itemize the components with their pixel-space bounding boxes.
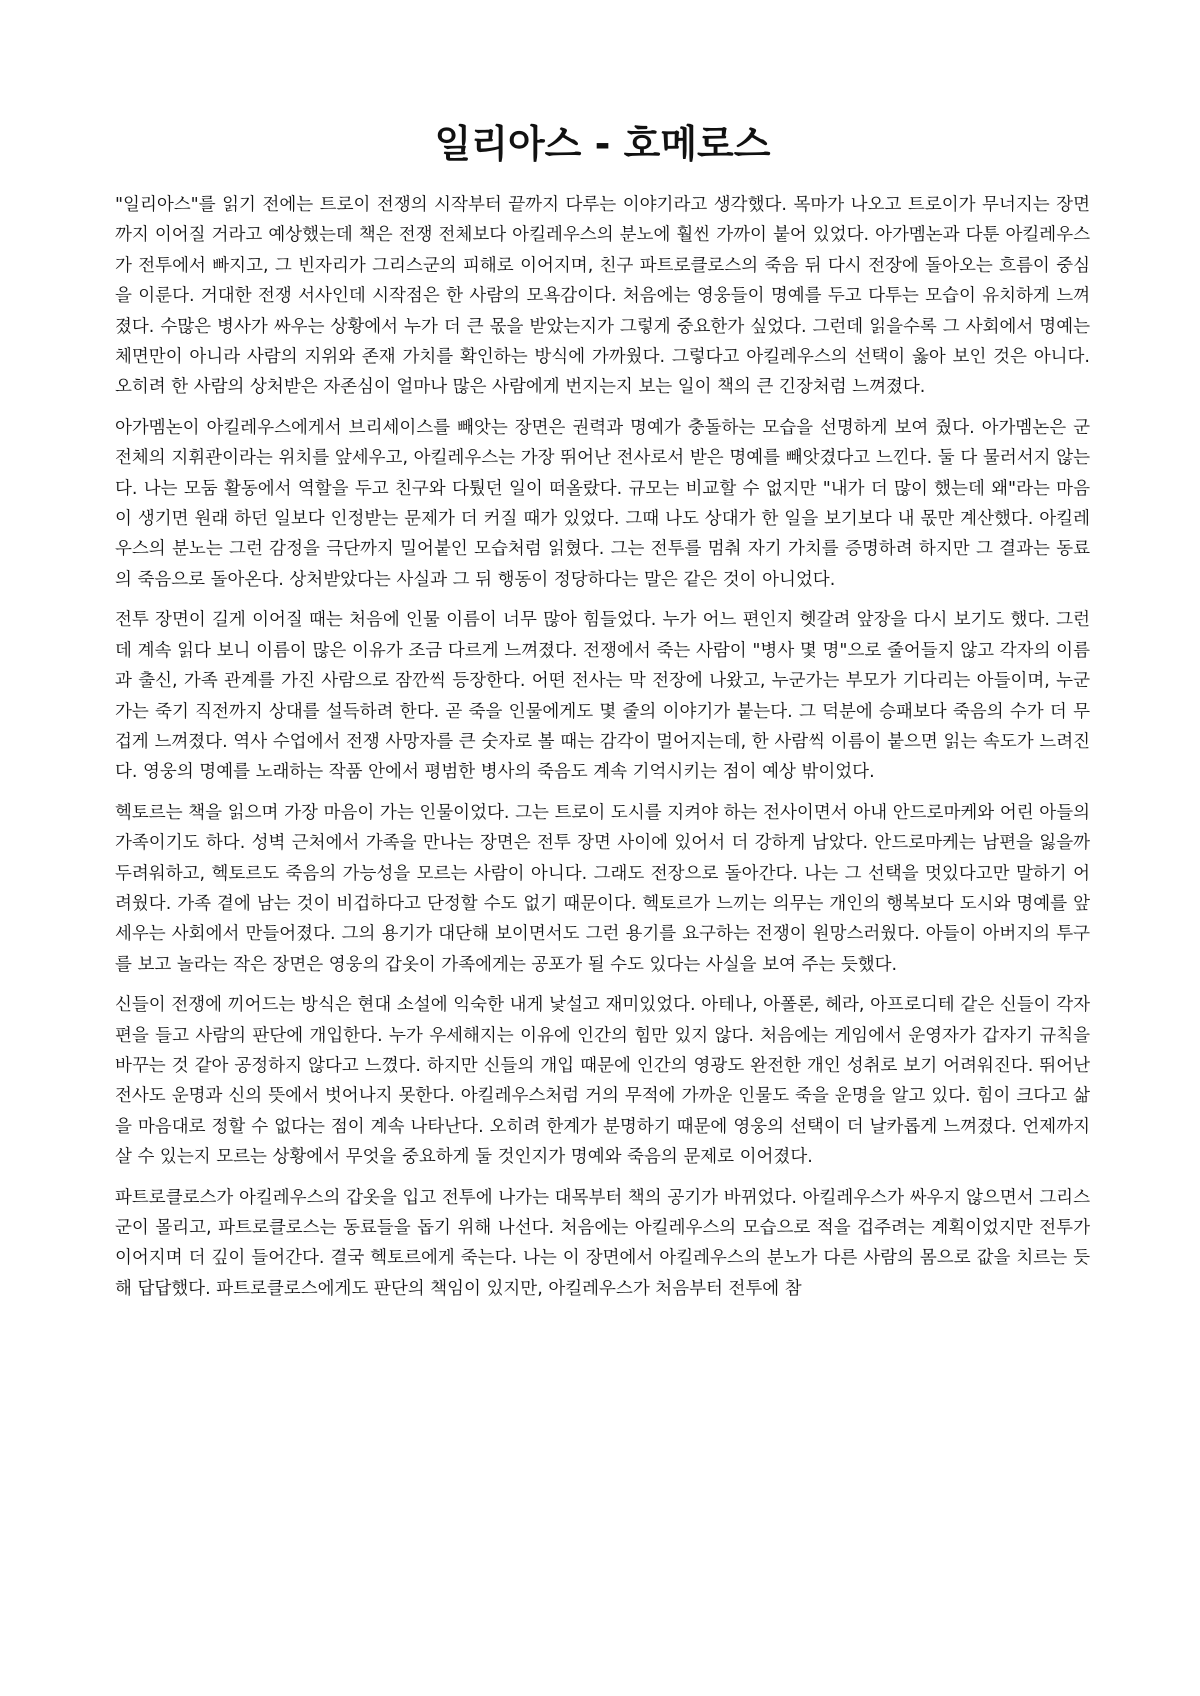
paragraph-6: 파트로클로스가 아킬레우스의 갑옷을 입고 전투에 나가는 대목부터 책의 공기가 바뀌었다. 아킬레우스가 싸우지 않으면서 그리스군이 몰리고, 파트로클로스는 동료들을 돕기 위해 나선다. 처음에는 아킬레우스의 모습으로 적을 겁주려는 계획이었지만 전투가 이어지며 더 깊이 들어간다. 결국 헥토르에게 죽는다. 나는 이 장면에서 아킬레우스의 분노가 다른 사람의 몸으로 값을 치르는 듯해 답답했다. 파트로클로스에게도 판단의 책임이 있지만, 아킬레우스가 처음부터 전투에 참 bbox=[115, 1187, 1090, 1299]
paragraph-4: 헥토르는 책을 읽으며 가장 마음이 가는 인물이었다. 그는 트로이 도시를 지켜야 하는 전사이면서 아내 안드로마케와 어린 아들의 가족이기도 하다. 성벽 근처에서 가족을 만나는 장면은 전투 장면 사이에 있어서 더 강하게 남았다. 안드로마케는 남편을 잃을까 두려워하고, 헥토르도 죽음의 가능성을 모르는 사람이 아니다. 그래도 전장으로 돌아간다. 나는 그 선택을 멋있다고만 말하기 어려웠다. 가족 곁에 남는 것이 비겁하다고 단정할 수도 없기 때문이다. 헥토르가 느끼는 의무는 개인의 행복보다 도시와 명예를 앞세우는 사회에서 만들어졌다. 그의 용기가 대단해 보이면서도 그런 용기를 요구하는 전쟁이 원망스러웠다. 아들이 아버지의 투구를 보고 놀라는 작은 장면은 영웅의 갑옷이 가족에게는 공포가 될 수도 있다는 사실을 보여 주는 듯했다. bbox=[115, 802, 1090, 975]
paragraph-2: 아가멤논이 아킬레우스에게서 브리세이스를 빼앗는 장면은 권력과 명예가 충돌하는 모습을 선명하게 보여 줬다. 아가멤논은 군 전체의 지휘관이라는 위치를 앞세우고, 아킬레우스는 가장 뛰어난 전사로서 받은 명예를 빼앗겼다고 느낀다. 둘 다 물러서지 않는다. 나는 모둠 활동에서 역할을 두고 친구와 다퉜던 일이 떠올랐다. 규모는 비교할 수 없지만 "내가 더 많이 했는데 왜"라는 마음이 생기면 원래 하던 일보다 인정받는 문제가 더 커질 때가 있었다. 그때 나도 상대가 한 일을 보기보다 내 몫만 계산했다. 아킬레우스의 분노는 그런 감정을 극단까지 밀어붙인 모습처럼 읽혔다. 그는 전투를 멈춰 자기 가치를 증명하려 하지만 그 결과는 동료의 죽음으로 돌아온다. 상처받았다는 사실과 그 뒤 행동이 정당하다는 말은 같은 것이 아니었다. bbox=[115, 417, 1090, 590]
paragraph-5: 신들이 전쟁에 끼어드는 방식은 현대 소설에 익숙한 내게 낯설고 재미있었다. 아테나, 아폴론, 헤라, 아프로디테 같은 신들이 각자 편을 들고 사람의 판단에 개입한다. 누가 우세해지는 이유에 인간의 힘만 있지 않다. 처음에는 게임에서 운영자가 갑자기 규칙을 바꾸는 것 같아 공정하지 않다고 느꼈다. 하지만 신들의 개입 때문에 인간의 영광도 완전한 개인 성취로 보기 어려워진다. 뛰어난 전사도 운명과 신의 뜻에서 벗어나지 못한다. 아킬레우스처럼 거의 무적에 가까운 인물도 죽을 운명을 알고 있다. 힘이 크다고 삶을 마음대로 정할 수 없다는 점이 계속 나타난다. 오히려 한계가 분명하기 때문에 영웅의 선택이 더 날카롭게 느껴졌다. 언제까지 살 수 있는지 모르는 상황에서 무엇을 중요하게 둘 것인지가 명예와 죽음의 문제로 이어졌다. bbox=[115, 995, 1090, 1168]
paragraph-1: "일리아스"를 읽기 전에는 트로이 전쟁의 시작부터 끝까지 다루는 이야기라고 생각했다. 목마가 나오고 트로이가 무너지는 장면까지 이어질 거라고 예상했는데 책은 전쟁 전체보다 아킬레우스의 분노에 훨씬 가까이 붙어 있었다. 아가멤논과 다툰 아킬레우스가 전투에서 빠지고, 그 빈자리가 그리스군의 피해로 이어지며, 친구 파트로클로스의 죽음 뒤 다시 전장에 돌아오는 흐름이 중심을 이룬다. 거대한 전쟁 서사인데 시작점은 한 사람의 모욕감이다. 처음에는 영웅들이 명예를 두고 다투는 모습이 유치하게 느껴졌다. 수많은 병사가 싸우는 상황에서 누가 더 큰 몫을 받았는지가 그렇게 중요한가 싶었다. 그런데 읽을수록 그 사회에서 명예는 체면만이 아니라 사람의 지위와 존재 가치를 확인하는 방식에 가까웠다. 그렇다고 아킬레우스의 선택이 옳아 보인 것은 아니다. 오히려 한 사람의 상처받은 자존심이 얼마나 많은 사람에게 번지는지 보는 일이 책의 큰 긴장처럼 느껴졌다. bbox=[115, 195, 1090, 398]
document-title: 일리아스 - 호메로스 bbox=[434, 122, 771, 166]
paragraph-3: 전투 장면이 길게 이어질 때는 처음에 인물 이름이 너무 많아 힘들었다. 누가 어느 편인지 헷갈려 앞장을 다시 보기도 했다. 그런데 계속 읽다 보니 이름이 많은 이유가 조금 다르게 느껴졌다. 전쟁에서 죽는 사람이 "병사 몇 명"으로 줄어들지 않고 각자의 이름과 출신, 가족 관계를 가진 사람으로 잠깐씩 등장한다. 어떤 전사는 막 전장에 나왔고, 누군가는 부모가 기다리는 아들이며, 누군가는 죽기 직전까지 상대를 설득하려 한다. 곧 죽을 인물에게도 몇 줄의 이야기가 붙는다. 그 덕분에 승패보다 죽음의 수가 더 무겁게 느껴졌다. 역사 수업에서 전쟁 사망자를 큰 숫자로 볼 때는 감각이 멀어지는데, 한 사람씩 이름이 붙으면 읽는 속도가 느려진다. 영웅의 명예를 노래하는 작품 안에서 평범한 병사의 죽음도 계속 기억시키는 점이 예상 밖이었다. bbox=[115, 610, 1090, 783]
